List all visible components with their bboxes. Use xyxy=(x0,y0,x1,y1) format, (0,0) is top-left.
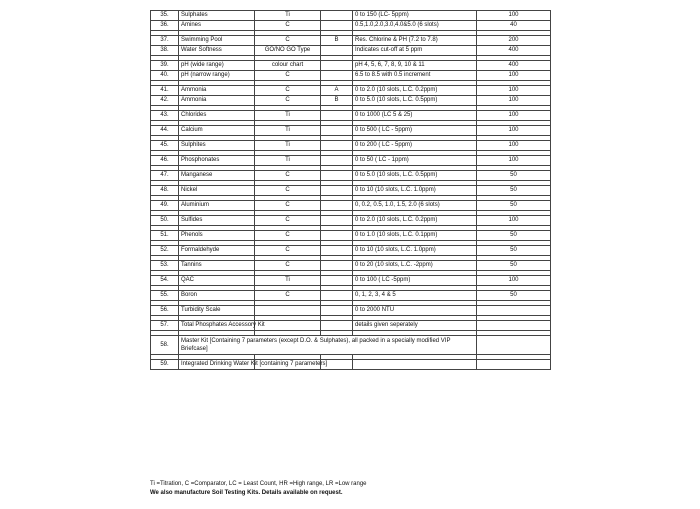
tests-count-cell: 50 xyxy=(477,186,551,196)
method-cell: C xyxy=(255,291,321,301)
table-row xyxy=(151,21,551,31)
tests-count-cell: 50 xyxy=(477,231,551,241)
variant-cell: B xyxy=(321,96,353,106)
row-number-cell: 56. xyxy=(151,306,179,316)
table-row xyxy=(151,291,551,301)
tests-count-cell: 100 xyxy=(477,96,551,106)
row-number-cell: 54. xyxy=(151,276,179,286)
variant-cell xyxy=(321,306,353,316)
table-row xyxy=(151,216,551,226)
table-row xyxy=(151,360,551,370)
parameter-name-cell: Master Kit [Containing 7 parameters (except D.O. & Sulphates), all packed in a specially modified VIP Briefcase] xyxy=(179,336,477,355)
tests-count-cell: 50 xyxy=(477,171,551,181)
parameter-name-cell: Water Softness xyxy=(179,46,255,56)
parameter-rows xyxy=(151,11,551,370)
variant-cell xyxy=(321,201,353,211)
row-number-cell: 38. xyxy=(151,46,179,56)
table-row xyxy=(151,321,551,331)
parameter-table xyxy=(150,10,551,370)
parameter-name-cell: Swimming Pool xyxy=(179,36,255,46)
parameter-name-cell: Nickel xyxy=(179,186,255,196)
method-cell: Ti xyxy=(255,11,321,21)
tests-count-cell: 50 xyxy=(477,246,551,256)
range-cell xyxy=(353,360,477,370)
table-row xyxy=(151,171,551,181)
method-cell: Ti xyxy=(255,111,321,121)
variant-cell: A xyxy=(321,86,353,96)
method-cell xyxy=(255,306,321,316)
tests-count-cell: 50 xyxy=(477,201,551,211)
range-cell: 0 to 500 ( LC - 5ppm) xyxy=(353,126,477,136)
method-cell: colour chart xyxy=(255,61,321,71)
parameter-name-cell: pH (wide range) xyxy=(179,61,255,71)
row-number-cell: 39. xyxy=(151,61,179,71)
tests-count-cell: 100 xyxy=(477,11,551,21)
table-row xyxy=(151,71,551,81)
range-cell: 0 to 10 (10 slots, L.C. 1.0ppm) xyxy=(353,186,477,196)
method-cell: C xyxy=(255,246,321,256)
row-number-cell: 42. xyxy=(151,96,179,106)
parameter-name-cell: Formaldehyde xyxy=(179,246,255,256)
method-cell: Ti xyxy=(255,126,321,136)
table-row xyxy=(151,186,551,196)
row-number-cell: 55. xyxy=(151,291,179,301)
tests-count-cell xyxy=(477,306,551,316)
parameter-name-cell: QAC xyxy=(179,276,255,286)
table-row xyxy=(151,141,551,151)
table-row xyxy=(151,231,551,241)
tests-count-cell: 100 xyxy=(477,86,551,96)
method-cell: C xyxy=(255,216,321,226)
tests-count-cell: 100 xyxy=(477,111,551,121)
range-cell: 0, 0.2, 0.5, 1.0, 1.5, 2.0 (6 slots) xyxy=(353,201,477,211)
price-table-sheet xyxy=(150,10,550,370)
range-cell: 0 to 100 ( LC -5ppm) xyxy=(353,276,477,286)
table-row xyxy=(151,46,551,56)
row-number-cell: 51. xyxy=(151,231,179,241)
parameter-name-cell: Sulfides xyxy=(179,216,255,226)
parameter-name-cell: Turbidity Scale xyxy=(179,306,255,316)
parameter-name-cell: pH (narrow range) xyxy=(179,71,255,81)
range-cell: 0 to 2.0 (10 slots, L.C. 0.2ppm) xyxy=(353,216,477,226)
method-cell: C xyxy=(255,86,321,96)
range-cell: 0 to 1000 (LC 5 & 25) xyxy=(353,111,477,121)
soil-kit-note: We also manufacture Soil Testing Kits. Details available on request. xyxy=(150,490,343,496)
variant-cell xyxy=(321,111,353,121)
method-cell: C xyxy=(255,261,321,271)
variant-cell xyxy=(321,291,353,301)
parameter-name-cell: Total Phosphates Accessory Kit xyxy=(179,321,255,331)
variant-cell xyxy=(321,21,353,31)
row-number-cell: 37. xyxy=(151,36,179,46)
tests-count-cell: 50 xyxy=(477,261,551,271)
row-number-cell: 40. xyxy=(151,71,179,81)
parameter-name-cell: Tannins xyxy=(179,261,255,271)
method-cell: C xyxy=(255,231,321,241)
tests-count-cell: 100 xyxy=(477,216,551,226)
row-number-cell: 47. xyxy=(151,171,179,181)
footnotes xyxy=(150,480,570,498)
table-row xyxy=(151,111,551,121)
method-cell: C xyxy=(255,201,321,211)
tests-count-cell xyxy=(477,336,551,355)
table-row xyxy=(151,261,551,271)
row-number-cell: 50. xyxy=(151,216,179,226)
parameter-name-cell: Integrated Drinking Water Kit [containing 7 parameters] xyxy=(179,360,255,370)
tests-count-cell: 40 xyxy=(477,21,551,31)
table-row xyxy=(151,276,551,286)
variant-cell xyxy=(321,71,353,81)
table-row xyxy=(151,126,551,136)
method-cell: C xyxy=(255,171,321,181)
tests-count-cell xyxy=(477,360,551,370)
row-number-cell: 35. xyxy=(151,11,179,21)
row-number-cell: 44. xyxy=(151,126,179,136)
variant-cell xyxy=(321,276,353,286)
method-cell: Ti xyxy=(255,141,321,151)
range-cell: 0 to 200 ( LC - 5ppm) xyxy=(353,141,477,151)
tests-count-cell: 100 xyxy=(477,126,551,136)
method-cell: Ti xyxy=(255,276,321,286)
table-row xyxy=(151,246,551,256)
table-row xyxy=(151,96,551,106)
row-number-cell: 46. xyxy=(151,156,179,166)
variant-cell: B xyxy=(321,36,353,46)
variant-cell xyxy=(321,156,353,166)
table-row xyxy=(151,61,551,71)
tests-count-cell: 100 xyxy=(477,276,551,286)
method-cell: C xyxy=(255,71,321,81)
variant-cell xyxy=(321,46,353,56)
legend-note: Ti =Titration, C =Comparator, LC = Least Count, HR =High range, LR =Low range xyxy=(150,481,367,487)
table-row xyxy=(151,86,551,96)
method-cell: GO/NO GO Type xyxy=(255,46,321,56)
tests-count-cell: 100 xyxy=(477,71,551,81)
tests-count-cell: 200 xyxy=(477,36,551,46)
range-cell: 0 to 5.0 (10 slots, L.C. 0.5ppm) xyxy=(353,171,477,181)
parameter-name-cell: Phosphonates xyxy=(179,156,255,166)
variant-cell xyxy=(321,186,353,196)
parameter-name-cell: Sulphates xyxy=(179,11,255,21)
parameter-name-cell: Boron xyxy=(179,291,255,301)
range-cell: 0 to 2.0 (10 slots, L.C. 0.2ppm) xyxy=(353,86,477,96)
parameter-name-cell: Sulphites xyxy=(179,141,255,151)
table-row xyxy=(151,156,551,166)
range-cell: 0 to 10 (10 slots, L.C. 1.0ppm) xyxy=(353,246,477,256)
row-number-cell: 52. xyxy=(151,246,179,256)
table-row xyxy=(151,306,551,316)
method-cell: C xyxy=(255,96,321,106)
variant-cell xyxy=(321,216,353,226)
range-cell: 0 to 20 (10 slots, L.C. -2ppm) xyxy=(353,261,477,271)
range-cell: Indicates cut-off at 5 ppm xyxy=(353,46,477,56)
row-number-cell: 57. xyxy=(151,321,179,331)
method-cell: C xyxy=(255,36,321,46)
variant-cell xyxy=(321,261,353,271)
tests-count-cell: 100 xyxy=(477,141,551,151)
range-cell: 0, 1, 2, 3, 4 & 5 xyxy=(353,291,477,301)
range-cell: 0 to 2000 NTU xyxy=(353,306,477,316)
parameter-name-cell: Calcium xyxy=(179,126,255,136)
tests-count-cell: 400 xyxy=(477,46,551,56)
parameter-name-cell: Aluminium xyxy=(179,201,255,211)
row-number-cell: 48. xyxy=(151,186,179,196)
range-cell: 0 to 5.0 (10 slots, L.C. 0.5ppm) xyxy=(353,96,477,106)
range-cell: Res. Chlorine & PH (7.2 to 7.8) xyxy=(353,36,477,46)
variant-cell xyxy=(321,126,353,136)
row-number-cell: 36. xyxy=(151,21,179,31)
parameter-name-cell: Ammonia xyxy=(179,86,255,96)
tests-count-cell xyxy=(477,321,551,331)
variant-cell xyxy=(321,321,353,331)
range-cell: 0 to 50 ( LC - 1ppm) xyxy=(353,156,477,166)
parameter-name-cell: Manganese xyxy=(179,171,255,181)
range-cell: details given seperately xyxy=(353,321,477,331)
range-cell: 0.5,1.0,2.0,3.0,4.0&5.0 (6 slots) xyxy=(353,21,477,31)
range-cell: 6.5 to 8.5 with 0.5 increment xyxy=(353,71,477,81)
row-number-cell: 41. xyxy=(151,86,179,96)
tests-count-cell: 400 xyxy=(477,61,551,71)
row-number-cell: 49. xyxy=(151,201,179,211)
table-row xyxy=(151,201,551,211)
parameter-name-cell: Amines xyxy=(179,21,255,31)
row-number-cell: 53. xyxy=(151,261,179,271)
table-row xyxy=(151,336,551,355)
variant-cell xyxy=(321,141,353,151)
row-number-cell: 43. xyxy=(151,111,179,121)
variant-cell xyxy=(321,231,353,241)
table-row xyxy=(151,36,551,46)
parameter-name-cell: Ammonia xyxy=(179,96,255,106)
parameter-name-cell: Phenols xyxy=(179,231,255,241)
method-cell: C xyxy=(255,186,321,196)
table-row xyxy=(151,11,551,21)
variant-cell xyxy=(321,61,353,71)
row-number-cell: 58. xyxy=(151,336,179,355)
range-cell: pH 4, 5, 6, 7, 8, 9, 10 & 11 xyxy=(353,61,477,71)
range-cell: 0 to 150 (LC- 5ppm) xyxy=(353,11,477,21)
variant-cell xyxy=(321,171,353,181)
parameter-name-cell: Chlorides xyxy=(179,111,255,121)
variant-cell xyxy=(321,11,353,21)
range-cell: 0 to 1.0 (10 slots, L.C. 0.1ppm) xyxy=(353,231,477,241)
tests-count-cell: 100 xyxy=(477,156,551,166)
method-cell: Ti xyxy=(255,156,321,166)
row-number-cell: 59. xyxy=(151,360,179,370)
variant-cell xyxy=(321,246,353,256)
tests-count-cell: 50 xyxy=(477,291,551,301)
row-number-cell: 45. xyxy=(151,141,179,151)
method-cell: C xyxy=(255,21,321,31)
